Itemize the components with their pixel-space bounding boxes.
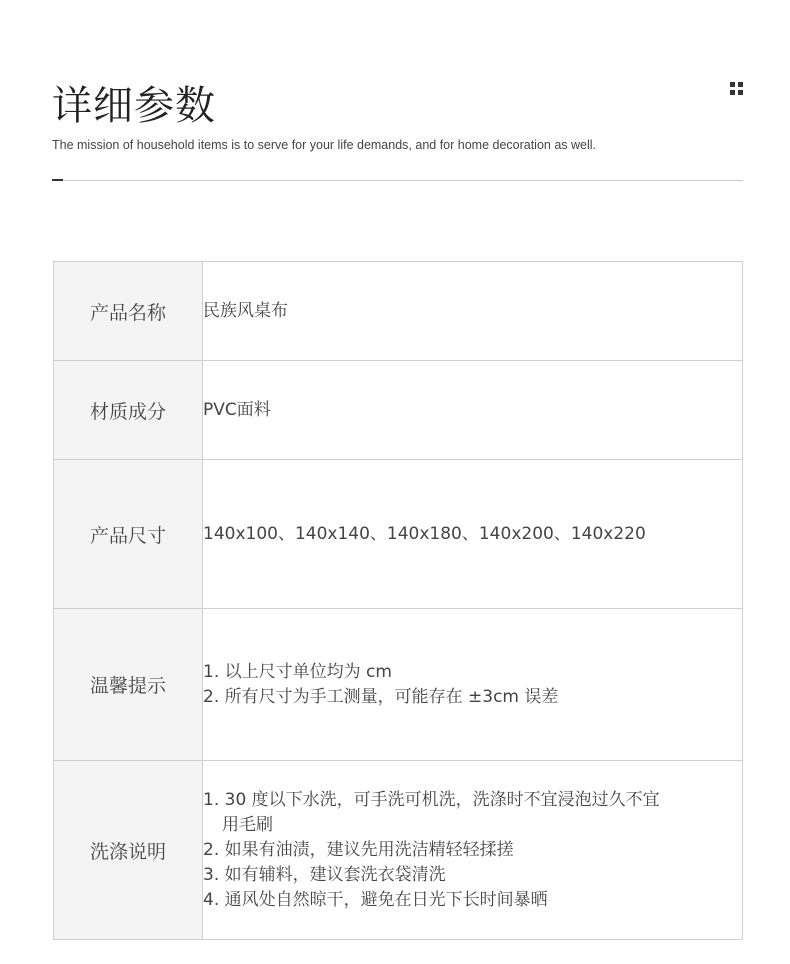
grid-icon[interactable] (730, 82, 743, 95)
param-row-size (54, 460, 743, 609)
divider-accent (52, 179, 63, 181)
param-row-material (54, 361, 743, 460)
param-value: 140x100、140x140、140x180、140x200、140x220 (203, 460, 743, 609)
param-row-tips (54, 609, 743, 761)
param-label: 产品名称 (54, 262, 203, 361)
divider (52, 180, 743, 181)
param-label: 洗涤说明 (54, 761, 203, 940)
param-value (203, 609, 743, 761)
tips-list (203, 660, 742, 710)
param-value: PVC面料 (203, 361, 743, 460)
grid-cell (738, 82, 743, 87)
list-item: 2. 所有尺寸为手工测量，可能存在 ±3cm 误差 (203, 686, 559, 707)
list-item: 1. 以上尺寸单位均为 cm (203, 661, 392, 682)
param-label: 材质成分 (54, 361, 203, 460)
param-row-name (54, 262, 743, 361)
washing-list (203, 788, 742, 913)
list-item: 1. 30 度以下水洗，可手洗可机洗，洗涤时不宜浸泡过久不宜用毛刷 (203, 789, 660, 835)
page-subtitle: The mission of household items is to serve for your life demands, and for home decoration as well. (52, 138, 597, 152)
page-title: 详细参数 (52, 83, 216, 129)
list-item: 2. 如果有油渍，建议先用洗洁精轻轻揉搓 (203, 839, 514, 860)
grid-cell (730, 82, 735, 87)
grid-cell (738, 90, 743, 95)
list-item: 3. 如有辅料，建议套洗衣袋清洗 (203, 864, 446, 885)
param-value: 民族风桌布 (203, 262, 743, 361)
param-label: 产品尺寸 (54, 460, 203, 609)
list-item: 4. 通风处自然晾干，避免在日光下长时间暴晒 (203, 889, 548, 910)
params-table (53, 261, 743, 940)
param-value (203, 761, 743, 940)
param-row-washing (54, 761, 743, 940)
param-label: 温馨提示 (54, 609, 203, 761)
grid-cell (730, 90, 735, 95)
